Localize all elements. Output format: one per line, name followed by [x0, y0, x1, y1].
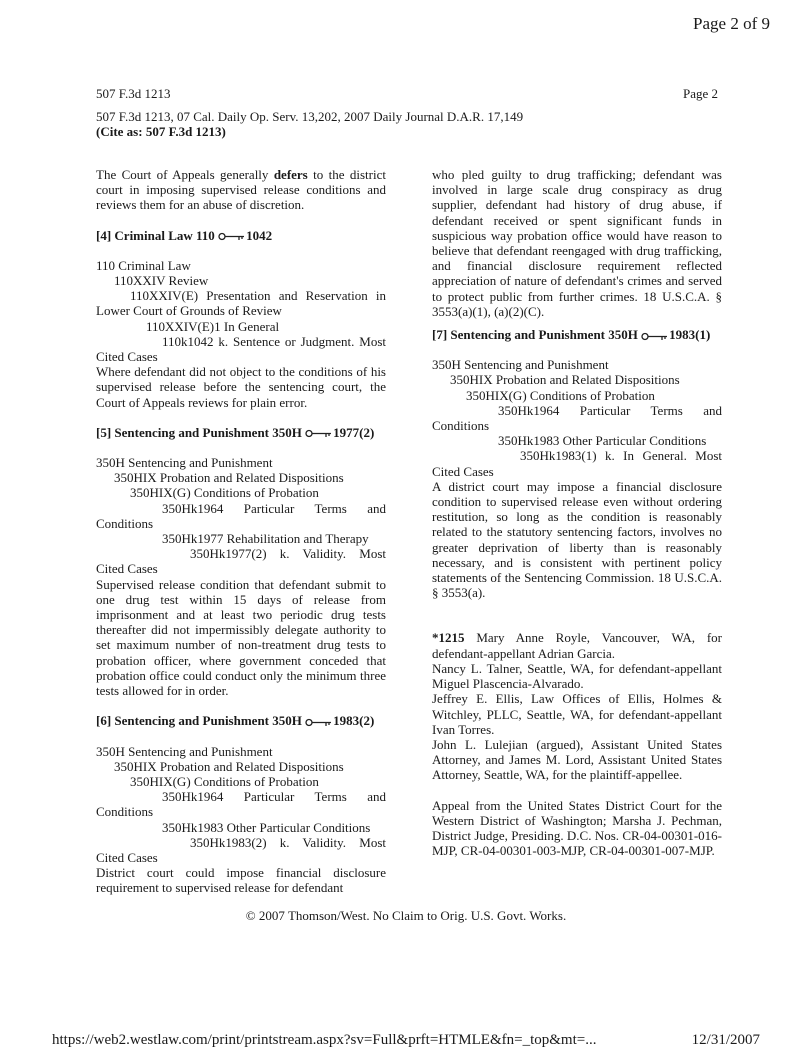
topic-line: 350Hk1964 Particular Terms and Conditions	[96, 500, 386, 531]
topic-line: 350H Sentencing and Punishment	[96, 455, 273, 471]
counsel-line: Nancy L. Talner, Seattle, WA, for defendant-appellant Miguel Plascencia-Alvarado.	[432, 660, 722, 692]
headnote-4-title[interactable]: [4] Criminal Law 110 1042	[96, 227, 273, 243]
topic-line: 350HIX Probation and Related Dispositions	[114, 758, 344, 774]
print-url[interactable]: https://web2.westlaw.com/print/printstream.aspx?sv=Full&prft=HTMLE&fn=_top&mt=...	[52, 1032, 597, 1048]
header-page-number: Page 2	[682, 86, 718, 101]
headnote-4-text: Where defendant did not object to the conditions of his supervised release before the sentencing court, the Court of Appeals reviews for plain error.	[96, 364, 386, 410]
copyright-notice: © 2007 Thomson/West. No Claim to Orig. U.S. Govt. Works.	[245, 908, 567, 923]
topic-line: 110XXIV Review	[114, 273, 209, 289]
headnote-6-title[interactable]: [6] Sentencing and Punishment 350H 1983(2)	[96, 713, 375, 729]
right-column	[432, 167, 722, 858]
header-parallel-citations	[96, 109, 523, 139]
counsel-line: *1215 Mary Anne Royle, Vancouver, WA, for defendant-appellant Adrian Garcia.	[432, 630, 722, 661]
headnote-7-text: A district court may impose a financial disclosure condition to supervised release even without ordering restitution, so long as the condition is reasonably related to the statutory sentencing factors, involves no greater deprivation of liberty than is reasonably necessary, and is consistent with pertinent policy statements of the Sentencing Commission. 18 U.S.C.A. § 3553(a).	[432, 478, 722, 601]
topic-line: 350Hk1977 Rehabilitation and Therapy	[162, 531, 369, 547]
topic-line: 110XXIV(E)1 In General	[146, 318, 280, 334]
left-column	[96, 167, 386, 896]
parallel-cites: 507 F.3d 1213, 07 Cal. Daily Op. Serv. 13,202, 2007 Daily Journal D.A.R. 17,149	[96, 109, 524, 124]
topic-line: 350Hk1977(2) k. Validity. Most Cited Cases	[96, 546, 386, 577]
topic-line: 350HIX(G) Conditions of Probation	[130, 485, 319, 501]
header-citation: 507 F.3d 1213	[96, 86, 171, 101]
topic-line: 350Hk1983(1) k. In General. Most Cited Cases	[432, 448, 722, 479]
headnote-5-text: Supervised release condition that defendant submit to one drug test within 15 days of release from imprisonment and at least two periodic drug tests thereafter did not impermissibly delegate authority to set maximum number of non-treatment drug tests to probation officer, where government conceded that probation office could conduct only the minimum three tests allowed for in order.	[96, 576, 386, 699]
headnote-6-text: District court could impose financial disclosure requirement to supervised release for defendant	[96, 865, 386, 896]
print-date: 12/31/2007	[691, 1032, 760, 1048]
appeal-paragraph: Appeal from the United States District Court for the Western District of Washington; Marsha J. Pechman, District Judge, Presiding. D.C. Nos. CR-04-00301-016-MJP, CR-04-00301-003-MJP, CR-04-00301-007-MJP.	[432, 797, 722, 859]
topic-line: 350HIX(G) Conditions of Probation	[466, 387, 655, 403]
headnote-7-title[interactable]: [7] Sentencing and Punishment 350H 1983(1)	[432, 327, 711, 343]
counsel-line: Jeffrey E. Ellis, Law Offices of Ellis, Holmes & Witchley, PLLC, Seattle, WA, for defendant-appellant Ivan Torres.	[432, 691, 722, 737]
topic-line: 350H Sentencing and Punishment	[432, 357, 609, 373]
intro-paragraph: The Court of Appeals generally defers to the district court in imposing supervised release conditions and reviews them for an abuse of discretion.	[96, 167, 386, 213]
topic-line: 110XXIV(E) Presentation and Reservation in Lower Court of Grounds of Review	[96, 288, 386, 319]
topic-line: 350HIX(G) Conditions of Probation	[130, 773, 319, 789]
key-number-icon	[305, 718, 333, 727]
headnote-5-title[interactable]: [5] Sentencing and Punishment 350H 1977(2)	[96, 424, 375, 440]
topic-line: 350Hk1964 Particular Terms and Conditions	[96, 789, 386, 820]
topic-line: 350Hk1964 Particular Terms and Conditions	[432, 402, 722, 434]
topic-line: 350Hk1983 Other Particular Conditions	[498, 433, 707, 449]
topic-line: 350Hk1983(2) k. Validity. Most Cited Cases	[96, 834, 386, 865]
key-number-icon	[641, 332, 669, 341]
topic-line: 350H Sentencing and Punishment	[96, 743, 273, 759]
topic-line: 110k1042 k. Sentence or Judgment. Most Cited Cases	[96, 333, 386, 365]
topic-line: 350HIX Probation and Related Dispositions	[114, 470, 344, 486]
counsel-line: John L. Lulejian (argued), Assistant United States Attorney, and James M. Lord, Assistant United States Attorney, Seattle, WA, for the plaintiff-appellee.	[432, 736, 722, 783]
key-number-icon	[305, 429, 333, 438]
topic-line: 350HIX Probation and Related Dispositions	[450, 372, 680, 388]
topic-line: 350Hk1983 Other Particular Conditions	[162, 819, 371, 835]
page-counter: Page 2 of 9	[693, 14, 770, 33]
key-number-icon	[218, 232, 246, 241]
cite-as: (Cite as: 507 F.3d 1213)	[96, 124, 226, 139]
star-page: *1215	[432, 630, 465, 646]
topic-line: 110 Criminal Law	[96, 257, 191, 273]
headnote-6-continued: who pled guilty to drug trafficking; defendant was involved in large scale drug conspiracy as drug supplier, defendant had history of drug abuse, if defendant received or spent significant funds in suspicious way probation office would have reason to believe that defendant reengaged with drug trafficking, and financial disclosure requirement reflected appreciation of nature of defendant's crimes and served to protect public from further crimes. 18 U.S.C.A. § 3553(a)(1), (a)(2)(C).	[432, 167, 722, 319]
